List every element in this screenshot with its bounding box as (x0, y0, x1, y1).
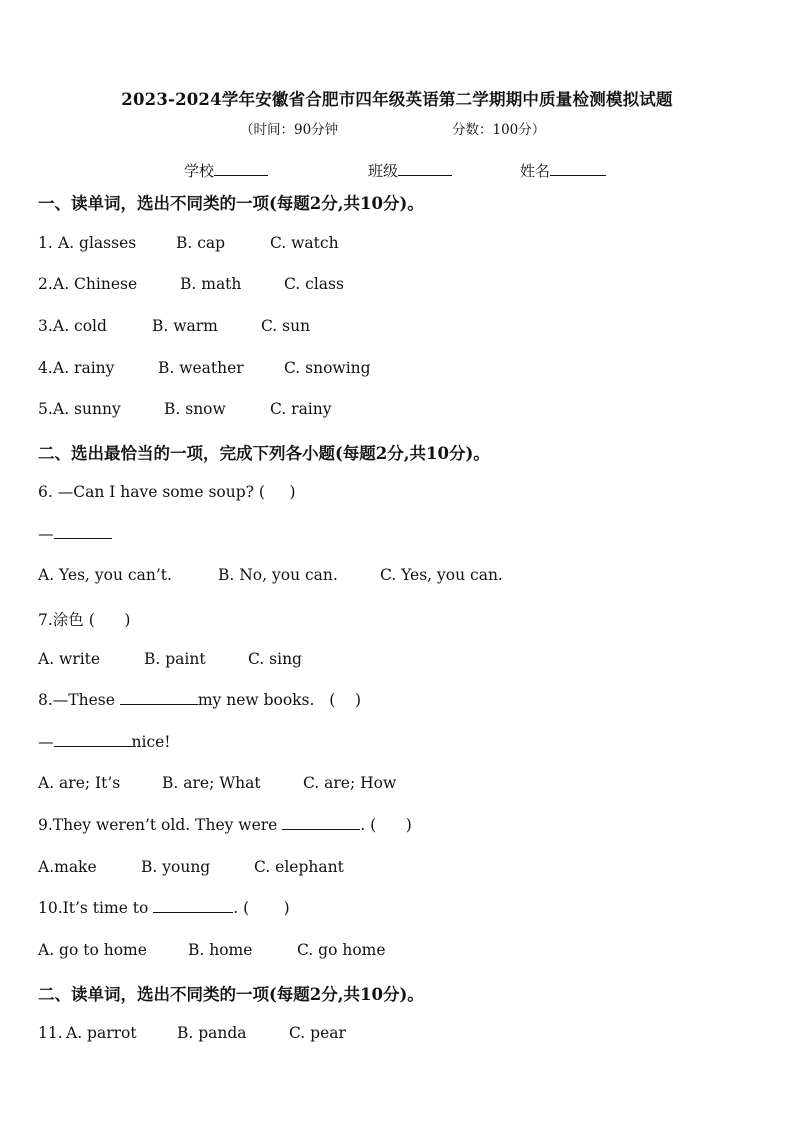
option-a: A. are; It’s (38, 774, 121, 792)
question-number: 5. (38, 400, 53, 418)
option-a: A. sunny (53, 400, 121, 418)
stem-text: 8.—These (38, 691, 120, 709)
option-a: A.make (38, 858, 97, 876)
option-c: C. go home (297, 941, 386, 959)
answer-line (38, 525, 112, 543)
option-c: C. sun (261, 317, 311, 335)
section-1-heading: 一、读单词，选出不同类的一项(每题2分,共10分)。 (38, 194, 424, 213)
question-number: 11. (38, 1024, 68, 1042)
question-number: 3. (38, 317, 53, 335)
option-c: C. rainy (270, 400, 332, 418)
stem-text: 10.It’s time to (38, 899, 154, 917)
name-blank[interactable] (550, 163, 606, 176)
answer-blank[interactable] (54, 525, 112, 539)
question-stem (38, 691, 361, 709)
answer-blank[interactable] (282, 816, 360, 830)
option-a: A. cold (53, 317, 107, 335)
answer-line (38, 733, 171, 751)
option-c: C. Yes, you can. (380, 566, 503, 584)
stem-text: . ( ) (360, 816, 412, 834)
page-title: 2023-2024学年安徽省合肥市四年级英语第二学期期中质量检测模拟试题 (121, 90, 673, 109)
option-b: B. panda (177, 1024, 247, 1042)
option-c: C. elephant (254, 858, 344, 876)
answer-blank[interactable] (153, 899, 233, 913)
option-b: B. young (141, 858, 211, 876)
class-label: 班级 (368, 162, 399, 180)
section-2-heading: 二、选出最恰当的一项，完成下列各小题(每题2分,共10分)。 (38, 444, 490, 463)
option-b: B. No, you can. (218, 566, 338, 584)
question-stem (38, 816, 412, 834)
name-label: 姓名 (520, 162, 551, 180)
question-stem: 6. —Can I have some soup? ( ) (38, 483, 296, 501)
school-label: 学校 (184, 162, 215, 180)
option-c: C. watch (270, 234, 339, 252)
option-a: A. rainy (53, 359, 115, 377)
question-number: 2. (38, 275, 53, 293)
option-a: A. Yes, you can’t. (38, 566, 172, 584)
option-a: A. go to home (38, 941, 147, 959)
question-number: 1. (38, 234, 58, 252)
name-field (520, 160, 606, 181)
question-number: 4. (38, 359, 53, 377)
stem-text: my new books. ( ) (197, 691, 362, 709)
option-a: A. parrot (66, 1024, 137, 1042)
stem-text: . ( ) (233, 899, 290, 917)
option-a: A. write (38, 650, 101, 668)
exam-time: （时间：90分钟 (240, 122, 339, 138)
school-blank[interactable] (214, 163, 268, 176)
section-3-heading: 二、读单词，选出不同类的一项(每题2分,共10分)。 (38, 985, 424, 1004)
option-b: B. warm (152, 317, 218, 335)
option-b: B. snow (164, 400, 226, 418)
class-blank[interactable] (398, 163, 452, 176)
stem-text: nice! (131, 733, 171, 751)
option-a: A. Chinese (53, 275, 138, 293)
dash: — (38, 733, 54, 751)
option-b: B. math (180, 275, 242, 293)
exam-score: 分数：100分） (452, 122, 546, 138)
school-field (184, 160, 268, 181)
option-c: C. snowing (284, 359, 371, 377)
option-b: B. weather (158, 359, 244, 377)
option-a: A. glasses (58, 234, 137, 252)
stem-text: 9.They weren’t old. They were (38, 816, 283, 834)
option-c: C. class (284, 275, 344, 293)
option-c: C. pear (289, 1024, 346, 1042)
option-b: B. home (188, 941, 253, 959)
option-b: B. cap (176, 234, 226, 252)
answer-blank[interactable] (54, 733, 132, 747)
option-b: B. are; What (162, 774, 261, 792)
option-b: B. paint (144, 650, 206, 668)
question-stem (38, 899, 290, 917)
option-c: C. sing (248, 650, 302, 668)
question-stem: 7.涂色 ( ) (38, 611, 131, 629)
option-c: C. are; How (303, 774, 397, 792)
dash: — (38, 525, 54, 543)
answer-blank[interactable] (120, 691, 198, 705)
class-field (368, 160, 452, 181)
